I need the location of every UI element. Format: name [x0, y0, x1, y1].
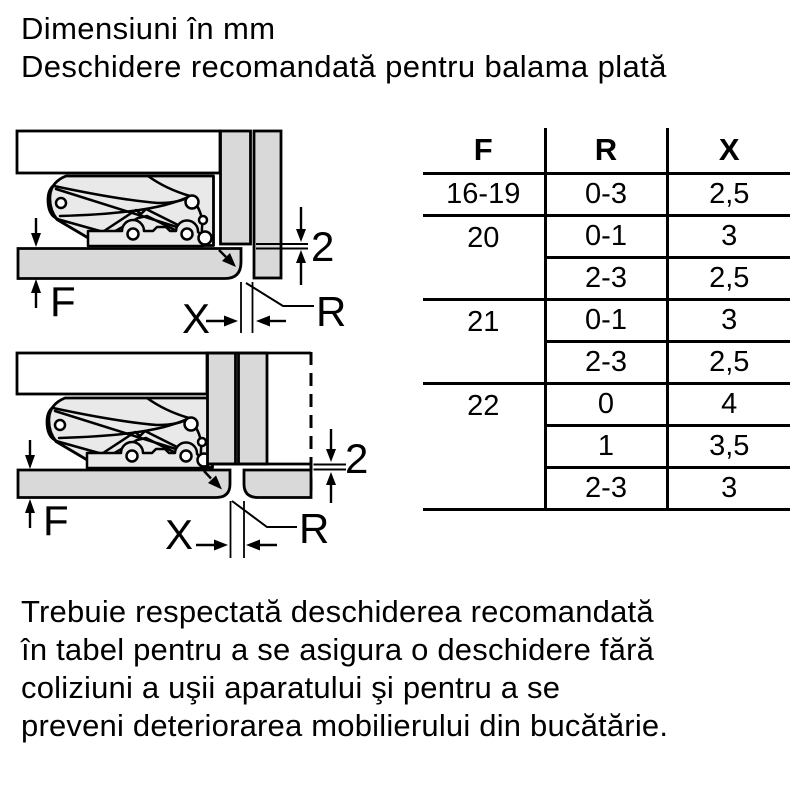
footer-note-line: Trebuie respectată deschiderea recomandată [21, 594, 654, 629]
table-cell-x: 3 [667, 468, 790, 510]
table-row [423, 384, 790, 426]
cabinet-panel [17, 131, 220, 173]
footer-note-line: în tabel pentru a se asigura o deschidere fără [21, 632, 655, 667]
table-cell-x: 2,5 [667, 174, 790, 216]
furniture-door-front [18, 470, 230, 498]
dimension-x-arrows [206, 316, 286, 327]
dimension-gap-arrows [326, 429, 336, 503]
table-cell-x: 2,5 [667, 342, 790, 384]
page-title: Dimensiuni în mm [21, 11, 276, 46]
table-cell-x: 4 [667, 384, 790, 426]
appliance-door-inner-layer [221, 131, 251, 244]
table-cell-r: 2-3 [545, 468, 667, 510]
dimension-label-f: F [43, 497, 69, 544]
adjacent-furniture-front [244, 470, 311, 498]
page-subtitle: Deschidere recomandată pentru balama plată [21, 49, 667, 84]
table-cell-f: 16-19 [423, 174, 545, 216]
dimension-label-gap: 2 [345, 435, 369, 482]
dimension-label-gap: 2 [311, 223, 335, 270]
furniture-door-front [18, 249, 241, 279]
column-header-x: X [667, 128, 790, 174]
table-cell-x: 3 [667, 300, 790, 342]
footer-note-line: preveni deteriorarea mobilierului din bucătărie. [21, 708, 669, 743]
table-cell-x: 3,5 [667, 426, 790, 468]
flat-hinge-mechanism-icon [47, 398, 213, 468]
table-cell-x: 2,5 [667, 258, 790, 300]
table-cell-x: 3 [667, 216, 790, 258]
dimension-gap-arrows [296, 207, 306, 285]
table-row [423, 216, 790, 258]
flat-hinge-mechanism-icon [48, 176, 214, 246]
table-cell-r: 1 [545, 426, 667, 468]
column-header-r: R [545, 128, 667, 174]
dimension-label-r: R [316, 288, 347, 335]
dimension-x-extension-lines [241, 282, 253, 333]
appliance-door-outer-layer [239, 353, 268, 464]
footer-note [21, 593, 668, 745]
dimension-x-arrows [196, 540, 277, 551]
title-block [21, 10, 667, 86]
column-header-f: F [423, 128, 545, 174]
table-cell-f: 20 [423, 216, 545, 300]
table-cell-r: 2-3 [545, 258, 667, 300]
table-cell-r: 2-3 [545, 342, 667, 384]
table-cell-f: 22 [423, 384, 545, 510]
table-cell-r: 0-1 [545, 216, 667, 258]
appliance-door-inner-layer [208, 353, 236, 464]
dimension-label-f: F [50, 278, 76, 325]
hinge-diagram-bottom [0, 345, 385, 570]
cabinet-panel [17, 353, 207, 394]
footer-note-line: coliziuni a uşii aparatului şi pentru a se [21, 670, 561, 705]
dimension-label-x: X [165, 511, 194, 558]
hinge-diagram-top [0, 112, 380, 340]
dimension-gap-lines [314, 465, 347, 470]
table-row [423, 174, 790, 216]
dimension-table [423, 128, 790, 511]
table-cell-r: 0-1 [545, 300, 667, 342]
table-cell-f: 21 [423, 300, 545, 384]
table-header-row [423, 128, 790, 174]
table-row [423, 300, 790, 342]
dimension-label-x: X [182, 295, 211, 340]
table-cell-r: 0 [545, 384, 667, 426]
table-cell-r: 0-3 [545, 174, 667, 216]
appliance-door-outer-layer [254, 131, 281, 278]
dimension-label-r: R [299, 505, 330, 552]
